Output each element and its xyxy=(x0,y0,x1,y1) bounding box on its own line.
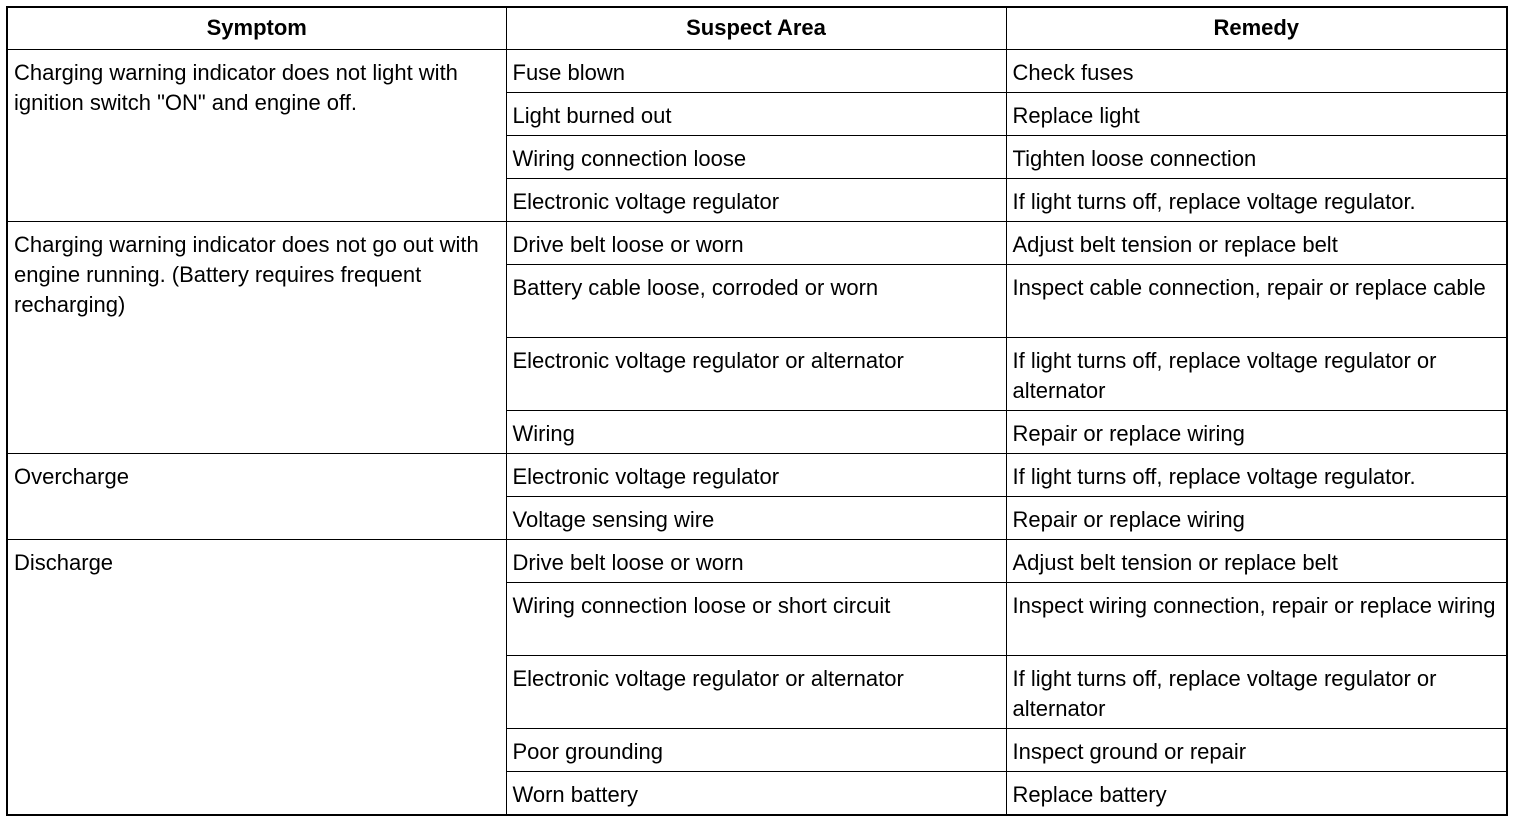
header-suspect-area: Suspect Area xyxy=(506,7,1006,50)
troubleshooting-page xyxy=(6,6,1508,816)
remedy-cell: Repair or replace wiring xyxy=(1006,411,1507,454)
suspect-cell: Wiring xyxy=(506,411,1006,454)
remedy-cell: Check fuses xyxy=(1006,50,1507,93)
remedy-cell: Adjust belt tension or replace belt xyxy=(1006,540,1507,583)
remedy-cell: Replace battery xyxy=(1006,772,1507,816)
remedy-cell: If light turns off, replace voltage regulator. xyxy=(1006,179,1507,222)
suspect-cell: Poor grounding xyxy=(506,729,1006,772)
remedy-cell: Inspect wiring connection, repair or replace wiring xyxy=(1006,583,1507,656)
table-row xyxy=(7,50,1507,93)
remedy-cell: Replace light xyxy=(1006,93,1507,136)
symptom-cell: Discharge xyxy=(7,540,506,816)
suspect-cell: Worn battery xyxy=(506,772,1006,816)
table-row xyxy=(7,222,1507,265)
suspect-cell: Electronic voltage regulator xyxy=(506,454,1006,497)
remedy-cell: Adjust belt tension or replace belt xyxy=(1006,222,1507,265)
remedy-cell: Inspect cable connection, repair or replace cable xyxy=(1006,265,1507,338)
header-row xyxy=(7,7,1507,50)
symptom-cell: Charging warning indicator does not light with ignition switch "ON" and engine off. xyxy=(7,50,506,222)
remedy-cell: Repair or replace wiring xyxy=(1006,497,1507,540)
suspect-cell: Electronic voltage regulator xyxy=(506,179,1006,222)
remedy-cell: If light turns off, replace voltage regulator or alternator xyxy=(1006,656,1507,729)
table-row xyxy=(7,454,1507,497)
suspect-cell: Fuse blown xyxy=(506,50,1006,93)
symptom-cell: Overcharge xyxy=(7,454,506,540)
suspect-cell: Electronic voltage regulator or alternator xyxy=(506,656,1006,729)
remedy-cell: If light turns off, replace voltage regulator. xyxy=(1006,454,1507,497)
suspect-cell: Wiring connection loose xyxy=(506,136,1006,179)
symptom-cell: Charging warning indicator does not go out with engine running. (Battery requires frequent recharging) xyxy=(7,222,506,454)
suspect-cell: Battery cable loose, corroded or worn xyxy=(506,265,1006,338)
suspect-cell: Wiring connection loose or short circuit xyxy=(506,583,1006,656)
header-remedy: Remedy xyxy=(1006,7,1507,50)
suspect-cell: Electronic voltage regulator or alternator xyxy=(506,338,1006,411)
suspect-cell: Drive belt loose or worn xyxy=(506,540,1006,583)
remedy-cell: If light turns off, replace voltage regulator or alternator xyxy=(1006,338,1507,411)
suspect-cell: Voltage sensing wire xyxy=(506,497,1006,540)
troubleshooting-table xyxy=(6,6,1508,816)
remedy-cell: Tighten loose connection xyxy=(1006,136,1507,179)
suspect-cell: Light burned out xyxy=(506,93,1006,136)
suspect-cell: Drive belt loose or worn xyxy=(506,222,1006,265)
table-row xyxy=(7,540,1507,583)
remedy-cell: Inspect ground or repair xyxy=(1006,729,1507,772)
header-symptom: Symptom xyxy=(7,7,506,50)
